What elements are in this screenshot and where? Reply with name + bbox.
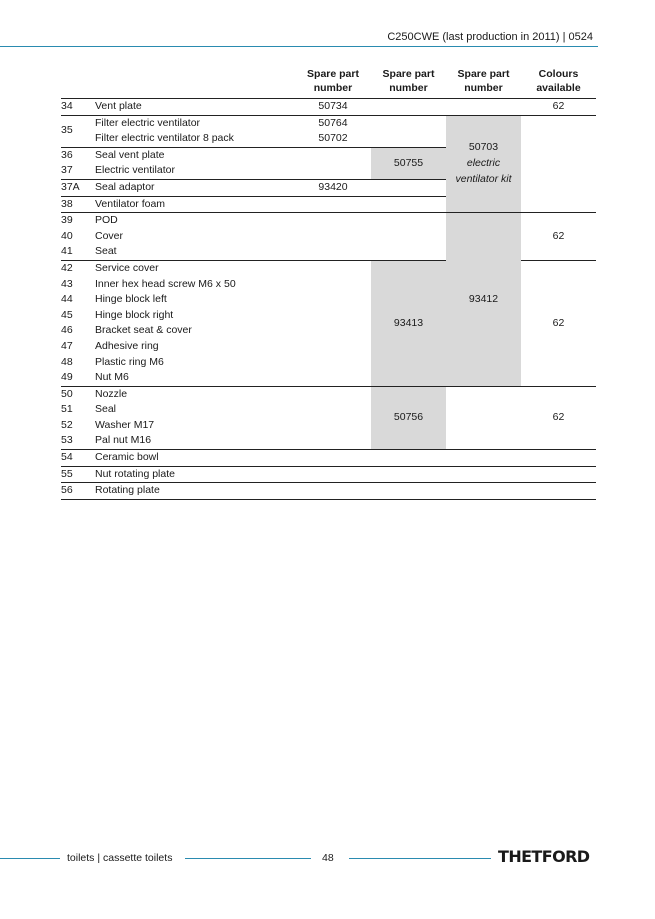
position-number: 42 [61,260,95,276]
position-number: 38 [61,196,95,213]
position-number: 37A [61,179,95,196]
table-row [61,115,596,131]
part-description: Electric ventilator [95,164,175,177]
part-description: Service cover [95,260,295,276]
part-description: Filter electric ventilator 8 pack [95,132,234,145]
part-number: 50764 [295,115,371,131]
part-number: 50702 [318,132,348,145]
position-number: 50 [61,386,95,402]
brand-logo: THETFORD [498,847,590,866]
kit-label-line-1: electric [466,157,501,170]
part-number: 93413 [371,260,446,386]
col-header-description [95,65,295,99]
col-header-part-1: Spare part number [295,65,371,99]
part-number: 93420 [295,179,371,196]
footer-rule-left [0,858,60,859]
position-number: 40 [61,229,73,242]
position-number: 34 [61,99,95,116]
position-number: 44 [61,293,73,306]
position-number: 47 [61,339,73,352]
part-description: Seal adaptor [95,179,295,196]
part-description: Hinge block left [95,293,167,306]
part-description: Pal nut M16 [95,434,152,447]
part-description: Vent plate [95,99,295,116]
part-number-kit-cell [446,115,521,213]
colour-code: 62 [521,99,596,116]
footer-rule-middle [185,858,311,859]
part-description: Filter electric ventilator [95,115,295,131]
table-row [61,450,596,467]
col-header-part-3: Spare part number [446,65,521,99]
position-number: 52 [61,418,73,431]
page-number: 48 [322,852,334,864]
part-description: Inner hex head screw M6 x 50 [95,277,236,290]
position-number: 37 [61,164,73,177]
colour-code: 62 [521,260,596,386]
part-description: Rotating plate [95,483,295,500]
part-number: 50755 [371,147,446,179]
position-number: 49 [61,371,73,384]
position-number: 48 [61,355,73,368]
col-header-colours: Colours available [521,65,596,99]
table-row [61,483,596,500]
table-row [61,466,596,483]
part-number: 50756 [371,386,446,449]
table-row [61,386,596,402]
table-row [61,213,596,229]
part-description: Seat [95,245,117,258]
part-number: 50734 [295,99,371,116]
footer-rule-right [349,858,491,859]
position-number: 36 [61,147,95,163]
part-description: Nut M6 [95,371,129,384]
part-description: Adhesive ring [95,339,159,352]
position-number: 55 [61,466,95,483]
colour-code: 62 [521,386,596,449]
position-number: 46 [61,324,73,337]
position-number: 45 [61,308,73,321]
page-header-title: C250CWE (last production in 2011) | 0524 [387,31,593,43]
part-description: Ventilator foam [95,196,295,213]
part-description: Nozzle [95,386,295,402]
position-number: 41 [61,245,73,258]
colour-code: 62 [521,213,596,261]
position-number: 43 [61,277,73,290]
part-description: Plastic ring M6 [95,355,164,368]
part-number: 93412 [446,213,521,387]
position-number: 56 [61,483,95,500]
header-rule [0,46,598,47]
part-description: Seal vent plate [95,147,295,163]
footer-section-title: toilets | cassette toilets [67,852,173,864]
spare-parts-table [61,65,596,500]
part-description: Nut rotating plate [95,466,295,483]
position-number: 35 [61,115,95,147]
position-number: 53 [61,434,73,447]
position-number: 51 [61,403,73,416]
position-number: 39 [61,213,95,229]
col-header-part-2: Spare part number [371,65,446,99]
part-description: Hinge block right [95,308,174,321]
part-description: POD [95,213,295,229]
table-header-row [61,65,596,99]
kit-label-line-2: ventilator kit [455,172,512,185]
position-number: 54 [61,450,95,467]
kit-part-number: 50703 [468,141,499,154]
part-description: Ceramic bowl [95,450,295,467]
col-header-position [61,65,95,99]
part-description: Seal [95,403,117,416]
part-description: Cover [95,229,124,242]
part-description: Washer M17 [95,418,155,431]
part-description: Bracket seat & cover [95,324,192,337]
table-row [61,99,596,116]
